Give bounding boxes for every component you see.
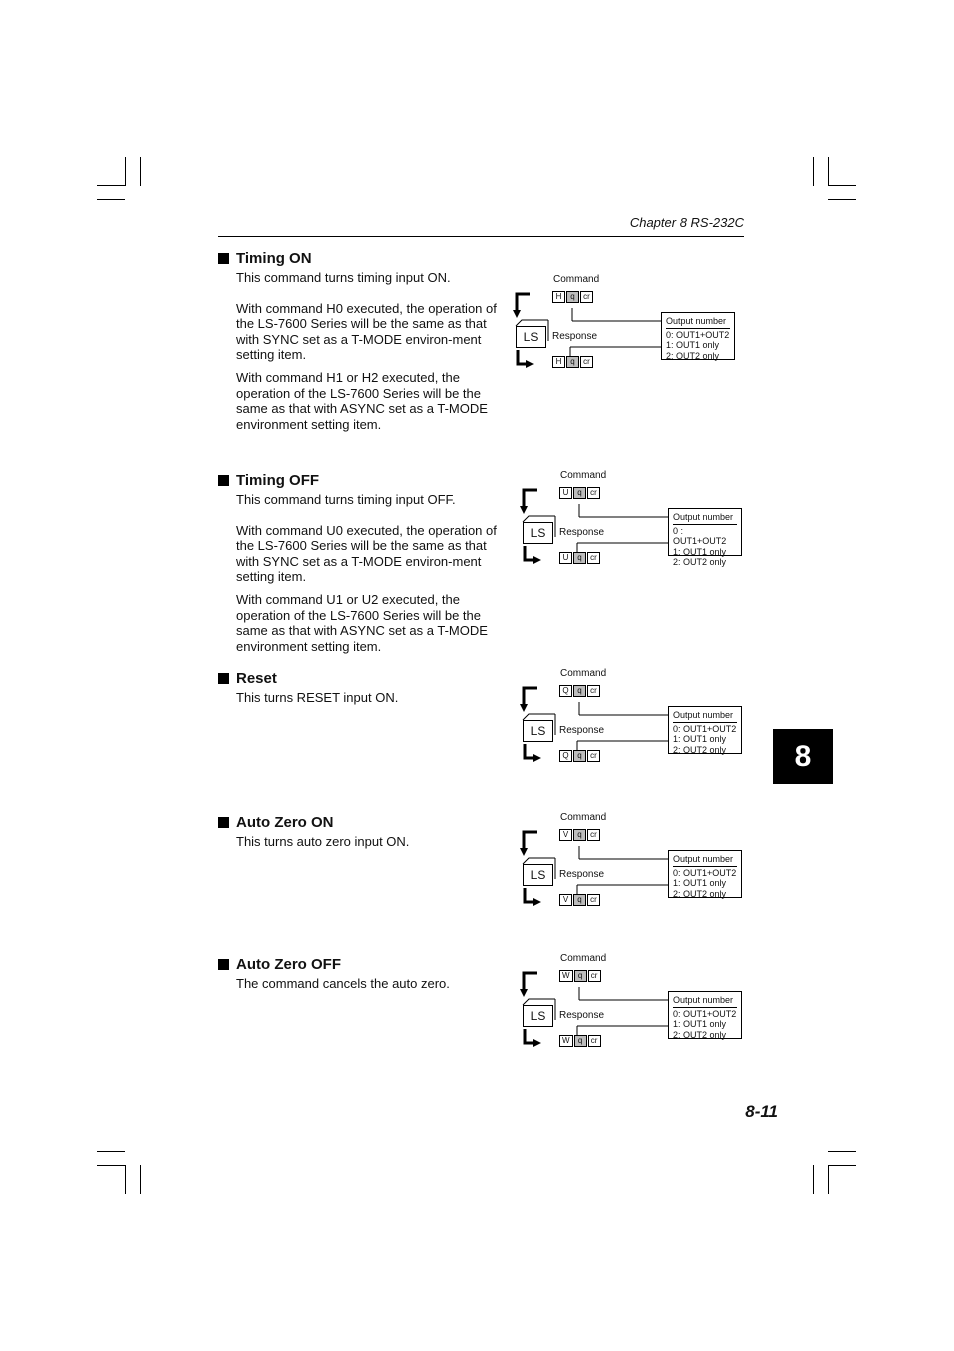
resp-cell: Q	[559, 750, 572, 762]
output-line: 2: OUT2 only	[673, 557, 727, 567]
output-line: 1: OUT1 only	[673, 546, 727, 557]
diagram-auto-zero-off	[521, 953, 761, 1053]
output-line: 0: OUT1+OUT2	[673, 867, 737, 878]
paragraph: This command turns timing input OFF.	[236, 492, 456, 507]
command-label: Command	[560, 470, 607, 481]
cmd-cell: cr	[587, 829, 600, 841]
cmd-cell: cr	[587, 487, 600, 499]
response-cells	[559, 552, 601, 564]
ls-device-box: LS	[516, 326, 546, 348]
section-title: Timing ON	[218, 248, 508, 268]
ls-device-box: LS	[523, 864, 553, 886]
output-line: 2: OUT2 only	[673, 888, 727, 899]
output-title: Output number	[673, 995, 737, 1008]
command-cells	[552, 291, 594, 303]
cmd-cell: W	[559, 970, 573, 982]
cmd-cell: cr	[588, 970, 601, 982]
cmd-cell: V	[559, 829, 572, 841]
paragraph: The command cancels the auto zero.	[236, 976, 450, 991]
cmd-cell: q	[574, 970, 587, 982]
output-line: 1: OUT1 only	[673, 734, 727, 744]
diagram-reset	[521, 668, 761, 768]
command-cells	[559, 487, 601, 499]
response-label: Response	[559, 869, 605, 880]
command-cells	[559, 685, 601, 697]
section-reset	[218, 668, 508, 713]
output-line: 0: OUT1+OUT2	[673, 723, 737, 734]
response-label: Response	[552, 331, 598, 342]
output-title: Output number	[673, 512, 737, 525]
resp-cell: cr	[588, 1035, 601, 1047]
output-title: Output number	[666, 316, 730, 329]
chapter-header: Chapter 8 RS-232C	[629, 215, 744, 230]
command-cells	[559, 970, 602, 982]
square-bullet-icon	[218, 959, 229, 970]
response-cells	[552, 356, 594, 368]
cmd-cell: Q	[559, 685, 572, 697]
resp-cell: U	[559, 552, 572, 564]
output-number-box	[668, 706, 742, 754]
response-label: Response	[559, 725, 605, 736]
cmd-cell: q	[566, 291, 579, 303]
resp-cell: cr	[587, 894, 600, 906]
resp-cell: cr	[587, 750, 600, 762]
header-rule	[218, 236, 744, 237]
output-number-box	[668, 991, 742, 1039]
square-bullet-icon	[218, 475, 229, 486]
resp-cell: q	[573, 750, 586, 762]
ls-device-box: LS	[523, 1005, 553, 1027]
resp-cell: q	[573, 894, 586, 906]
cmd-cell: q	[573, 487, 586, 499]
output-title: Output number	[673, 854, 737, 867]
response-cells	[559, 750, 601, 762]
output-title: Output number	[673, 710, 737, 723]
paragraph: With command U0 executed, the operation of the LS-7600 Series will be the same as that with SYNC set as a T-MODE environ-ment setting item.	[236, 522, 497, 585]
command-label: Command	[560, 953, 607, 964]
paragraph: With command U1 or U2 executed, the operation of the LS-7600 Series will be the same as that with ASYNC set as a T-MODE environment setting item.	[236, 591, 488, 654]
response-cells	[559, 1035, 602, 1047]
ls-device-box: LS	[523, 720, 553, 742]
cmd-cell: q	[573, 685, 586, 697]
cmd-cell: U	[559, 487, 572, 499]
output-line: 2: OUT2 only	[666, 350, 720, 361]
section-title: Auto Zero ON	[218, 812, 508, 832]
square-bullet-icon	[218, 253, 229, 264]
section-timing-off	[218, 470, 508, 661]
command-label: Command	[553, 274, 600, 285]
section-title: Timing OFF	[218, 470, 508, 490]
page-number: 8-11	[745, 1102, 778, 1121]
resp-cell: q	[574, 1035, 587, 1047]
resp-cell: q	[573, 552, 586, 564]
output-line: 1: OUT1 only	[673, 1019, 727, 1029]
output-number-box	[661, 312, 735, 360]
output-line: 2: OUT2 only	[673, 1029, 727, 1040]
section-timing-on	[218, 248, 508, 439]
resp-cell: q	[566, 356, 579, 368]
output-line: 2: OUT2 only	[673, 744, 727, 755]
response-label: Response	[559, 1010, 605, 1021]
paragraph: This turns auto zero input ON.	[236, 834, 410, 849]
command-cells	[559, 829, 601, 841]
cmd-cell: H	[552, 291, 565, 303]
output-line: 0 : OUT1+OUT2	[673, 525, 727, 546]
section-auto-zero-off	[218, 954, 508, 999]
resp-cell: W	[559, 1035, 573, 1047]
command-label: Command	[560, 668, 607, 679]
diagram-auto-zero-on	[521, 812, 761, 912]
resp-cell: V	[559, 894, 572, 906]
output-line: 1: OUT1 only	[666, 340, 720, 350]
paragraph: This command turns timing input ON.	[236, 270, 451, 285]
resp-cell: H	[552, 356, 565, 368]
output-line: 0: OUT1+OUT2	[673, 1008, 737, 1019]
chapter-tab: 8	[773, 729, 833, 784]
diagram-timing-on	[514, 274, 754, 374]
command-label: Command	[560, 812, 607, 823]
ls-device-box: LS	[523, 522, 553, 544]
section-title: Reset	[218, 668, 508, 688]
square-bullet-icon	[218, 673, 229, 684]
paragraph: With command H1 or H2 executed, the operation of the LS-7600 Series will be the same as that with ASYNC set as a T-MODE environment setting item.	[236, 369, 488, 432]
paragraph: This turns RESET input ON.	[236, 690, 399, 705]
section-title: Auto Zero OFF	[218, 954, 508, 974]
output-line: 1: OUT1 only	[673, 878, 727, 888]
output-line: 0: OUT1+OUT2	[666, 329, 730, 340]
cmd-cell: cr	[587, 685, 600, 697]
square-bullet-icon	[218, 817, 229, 828]
response-label: Response	[559, 527, 605, 538]
paragraph: With command H0 executed, the operation of the LS-7600 Series will be the same as that with SYNC set as a T-MODE environ-ment setting item.	[236, 300, 497, 363]
cmd-cell: cr	[580, 291, 593, 303]
cmd-cell: q	[573, 829, 586, 841]
resp-cell: cr	[580, 356, 593, 368]
diagram-timing-off	[521, 470, 761, 570]
output-number-box	[668, 508, 742, 567]
section-auto-zero-on	[218, 812, 508, 857]
resp-cell: cr	[587, 552, 600, 564]
response-cells	[559, 894, 601, 906]
output-number-box	[668, 850, 742, 898]
